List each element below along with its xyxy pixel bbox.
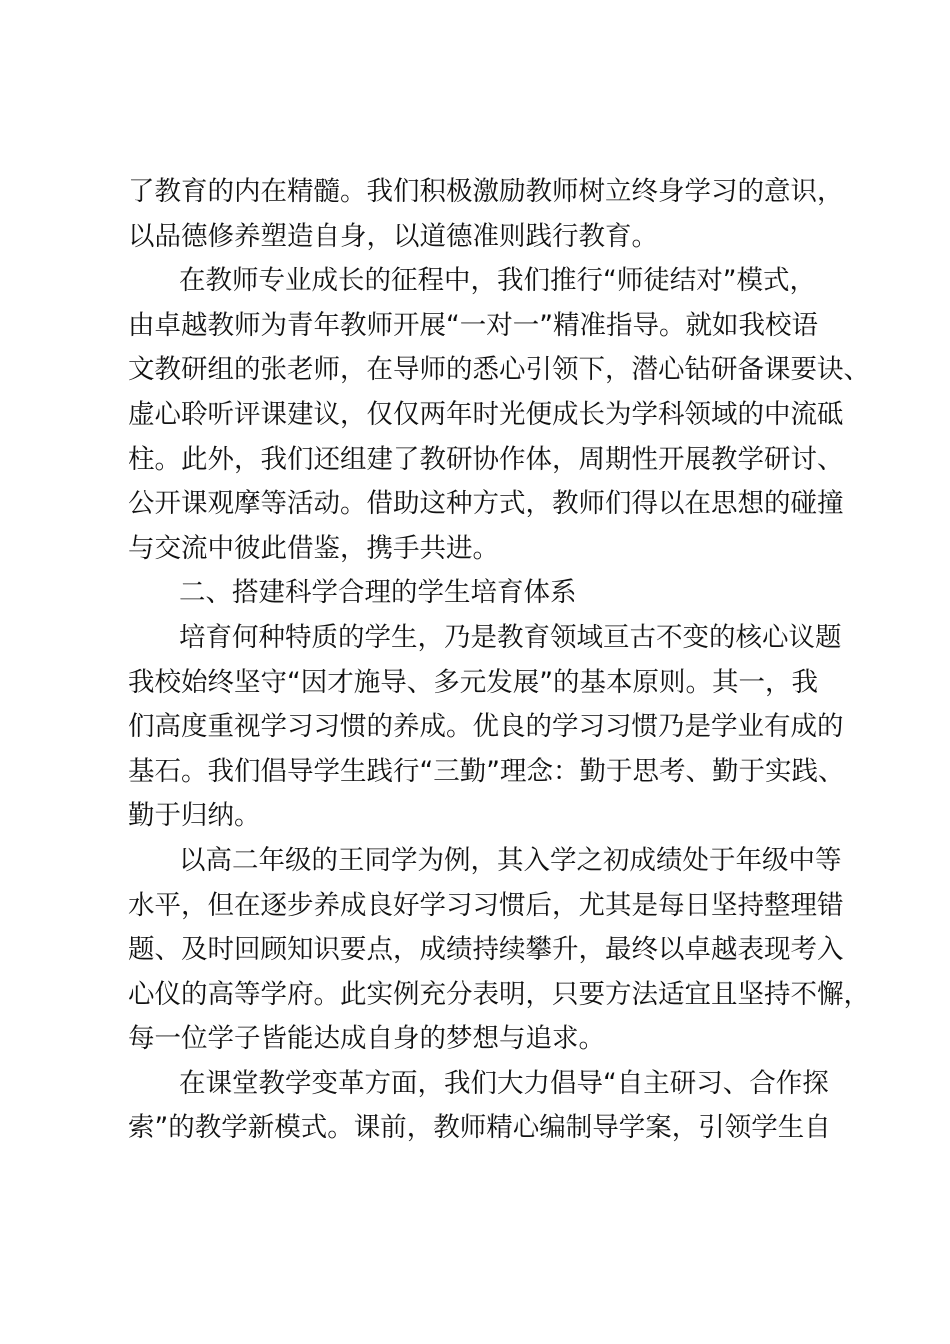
text-line: 柱。此外，我们还组建了教研协作体，周期性开展教学研讨、 <box>128 443 844 475</box>
text-line: 基石。我们倡导学生践行“三勤”理念：勤于思考、勤于实践、 <box>128 755 845 787</box>
text-line: 以品德修养塑造自身，以道德准则践行教育。 <box>128 220 658 252</box>
text-line: 公开课观摩等活动。借助这种方式，教师们得以在思想的碰撞 <box>128 488 844 520</box>
section-heading: 二、搭建科学合理的学生培育体系 <box>179 577 577 609</box>
text-line: 每一位学子皆能达成自身的梦想与追求。 <box>128 1023 605 1055</box>
text-line: 文教研组的张老师，在导师的悉心引领下，潜心钻研备课要诀、 <box>128 354 870 386</box>
paragraph-start-line: 培育何种特质的学生，乃是教育领域亘古不变的核心议题 <box>179 621 842 653</box>
text-line: 心仪的高等学府。此实例充分表明，只要方法适宜且坚持不懈， <box>128 978 870 1010</box>
text-line: 虚心聆听评课建议，仅仅两年时光便成长为学科领域的中流砥 <box>128 398 844 430</box>
text-line: 题、及时回顾知识要点，成绩持续攀升，最终以卓越表现考入 <box>128 934 844 966</box>
text-line: 索”的教学新模式。课前，教师精心编制导学案，引领学生自 <box>128 1112 831 1144</box>
text-line: 水平，但在逐步养成良好学习习惯后，尤其是每日坚持整理错 <box>128 889 844 921</box>
text-line: 勤于归纳。 <box>128 800 261 832</box>
text-line: 与交流中彼此借鉴，携手共进。 <box>128 532 499 564</box>
paragraph-start-line: 在教师专业成长的征程中，我们推行“师徒结对”模式， <box>179 265 816 297</box>
text-line: 由卓越教师为青年教师开展“一对一”精准指导。就如我校语 <box>128 309 818 341</box>
text-line: 了教育的内在精髓。我们积极激励教师树立终身学习的意识， <box>128 176 844 207</box>
text-line: 我校始终坚守“因才施导、多元发展”的基本原则。其一，我 <box>128 666 818 698</box>
body-text <box>128 170 870 1151</box>
paragraph-start-line: 在课堂教学变革方面，我们大力倡导“自主研习、合作探 <box>179 1067 829 1099</box>
paragraph-start-line: 以高二年级的王同学为例，其入学之初成绩处于年级中等 <box>179 844 842 876</box>
text-line: 们高度重视学习习惯的养成。优良的学习习惯乃是学业有成的 <box>128 711 844 743</box>
